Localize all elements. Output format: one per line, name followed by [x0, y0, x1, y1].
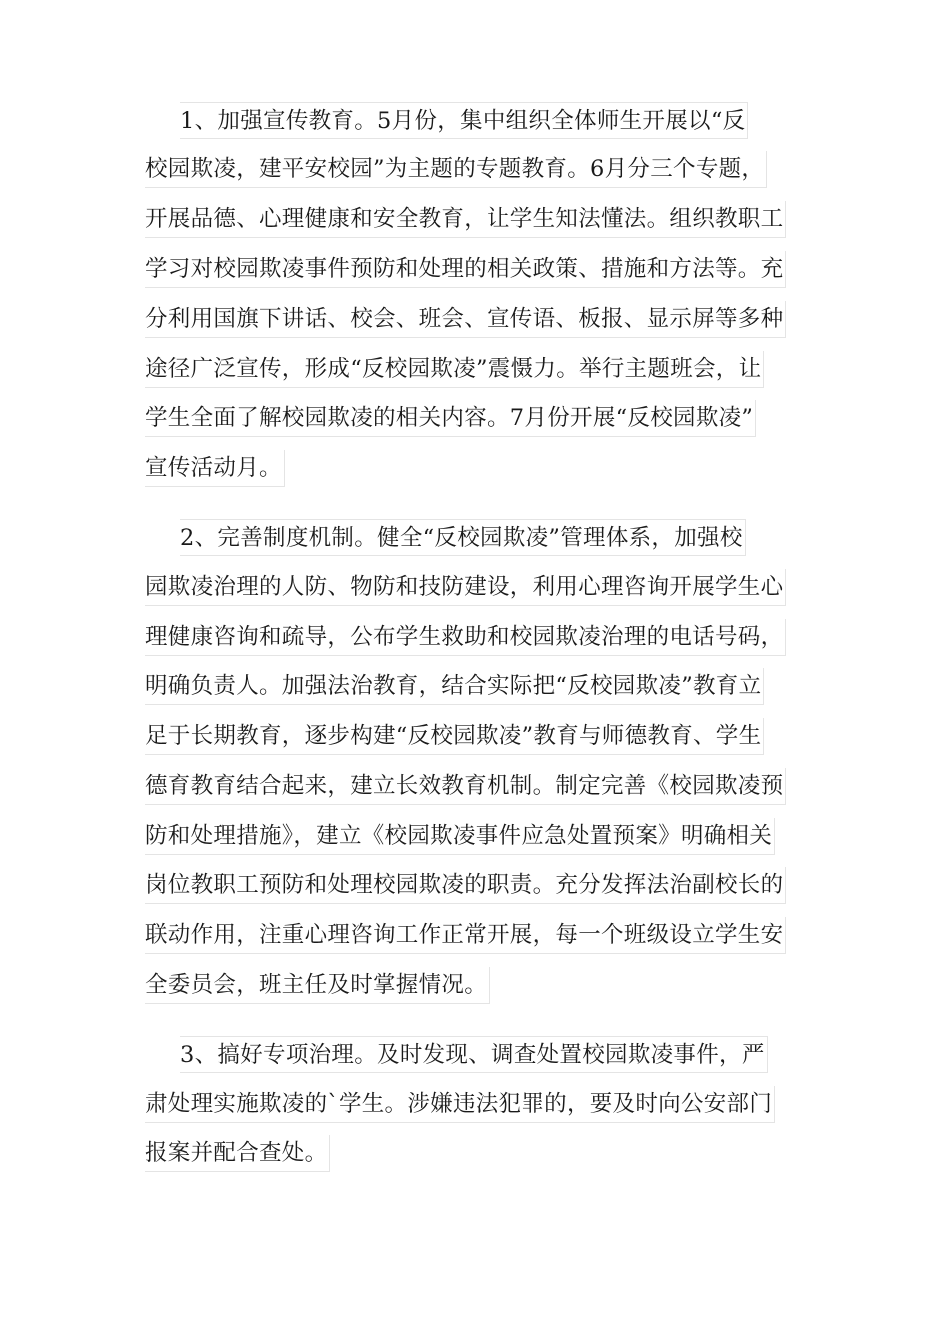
text-line: 联动作用，注重心理咨询工作正常开展，每一个班级设立学生安 [145, 917, 786, 954]
text-line: 途径广泛宣传，形成“反校园欺凌”震慑力。举行主题班会，让 [145, 351, 764, 388]
text-line: 理健康咨询和疏导，公布学生救助和校园欺凌治理的电话号码， [145, 619, 786, 656]
text-line: 校园欺凌，建平安校园”为主题的专题教育。6月分三个专题， [145, 151, 767, 188]
text-line: 园欺凌治理的人防、物防和技防建设，利用心理咨询开展学生心 [145, 569, 786, 606]
text-line: 肃处理实施欺凌的`学生。涉嫌违法犯罪的，要及时向公安部门 [145, 1086, 775, 1123]
text-line: 开展品德、心理健康和安全教育，让学生知法懂法。组织教职工 [145, 201, 786, 238]
text-line: 明确负责人。加强法治教育，结合实际把“反校园欺凌”教育立 [145, 668, 764, 705]
text-line: 学习对校园欺凌事件预防和处理的相关政策、措施和方法等。充 [145, 251, 786, 288]
text-line: 防和处理措施》，建立《校园欺凌事件应急处置预案》明确相关 [145, 818, 775, 855]
text-line: 全委员会，班主任及时掌握情况。 [145, 967, 490, 1004]
text-line: 德育教育结合起来，建立长效教育机制。制定完善《校园欺凌预 [145, 768, 786, 805]
text-line: 宣传活动月。 [145, 450, 285, 487]
text-line: 1、加强宣传教育。5月份，集中组织全体师生开展以“反 [180, 102, 748, 139]
text-line: 学生全面了解校园欺凌的相关内容。7月份开展“反校园欺凌” [145, 400, 756, 437]
text-line: 分利用国旗下讲话、校会、班会、宣传语、板报、显示屏等多种 [145, 301, 786, 338]
text-line: 岗位教职工预防和处理校园欺凌的职责。充分发挥法治副校长的 [145, 867, 786, 904]
text-line: 3、搞好专项治理。及时发现、调查处置校园欺凌事件，严 [180, 1036, 768, 1073]
text-line: 2、完善制度机制。健全“反校园欺凌”管理体系，加强校 [180, 519, 746, 556]
text-line: 足于长期教育，逐步构建“反校园欺凌”教育与师德教育、学生 [145, 718, 764, 755]
text-line: 报案并配合查处。 [145, 1135, 330, 1172]
